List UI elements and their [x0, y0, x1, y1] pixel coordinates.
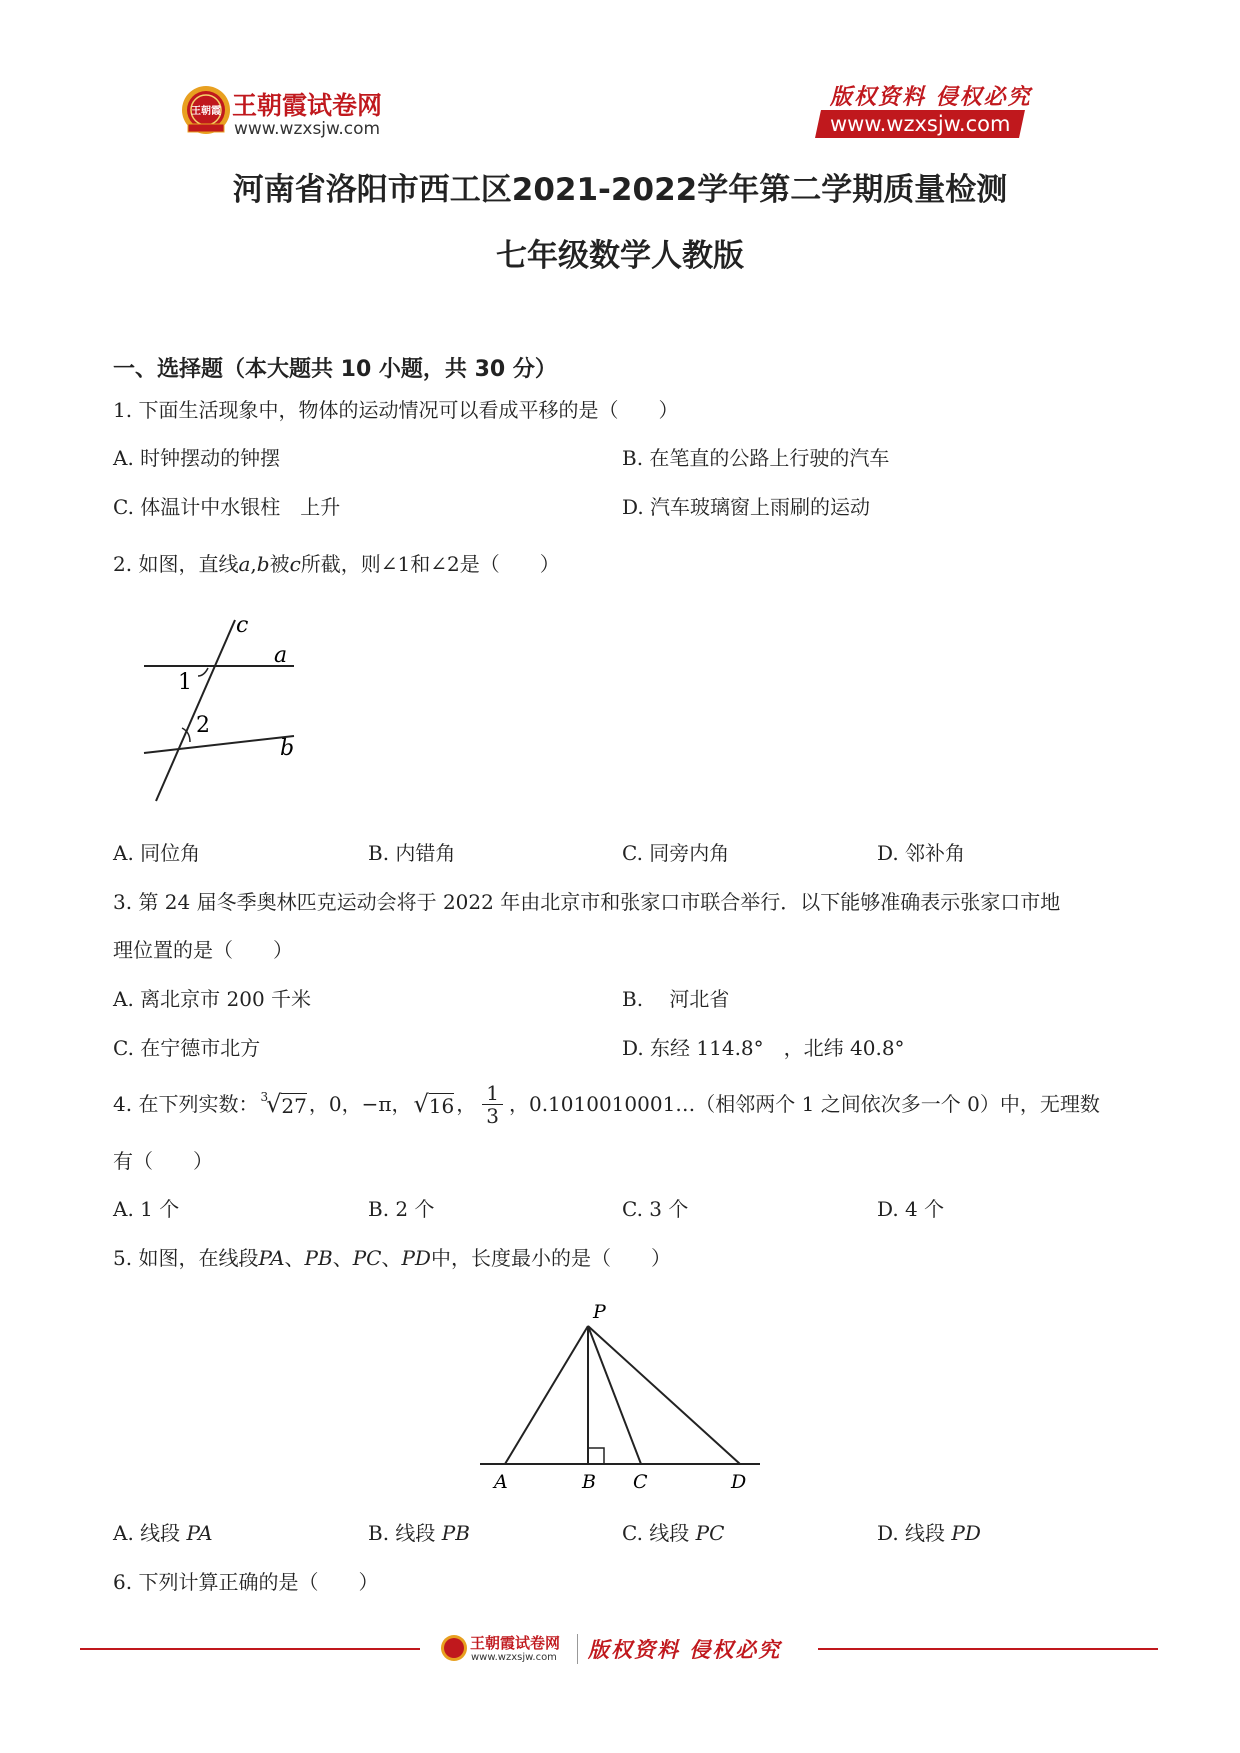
segment-pa [505, 1326, 588, 1464]
q5-option-c[interactable]: C. 线段 PC [622, 1521, 725, 1545]
cube-root: 3 √ 27 [260, 1089, 307, 1118]
segment-pd [588, 1326, 740, 1464]
page-title: 河南省洛阳市西工区2021-2022学年第二学期质量检测 [232, 172, 1008, 208]
q4-stem: 4. 在下列实数： 3 √ 27 ，0，−π， √ 16 ， 1 3 ，0.1010010001…（相邻两个 1 之间依次多一个 0）中，无理数 [113, 1080, 1100, 1128]
q1-stem: 1. 下面生活现象中，物体的运动情况可以看成平移的是（ ） [113, 398, 679, 422]
line-c [156, 620, 235, 801]
q3-stem-line1: 3. 第 24 届冬季奥林匹克运动会将于 2022 年由北京市和张家口市联合举行．以下能够准确表示张家口市地 [113, 890, 1061, 914]
label-a: a [274, 643, 288, 668]
page-subtitle: 七年级数学人教版 [496, 238, 744, 274]
q3-option-a[interactable]: A. 离北京市 200 千米 [113, 987, 312, 1011]
label-b: B [582, 1471, 596, 1493]
q1-option-d[interactable]: D. 汽车玻璃窗上雨刷的运动 [622, 495, 871, 519]
q5-stem: 5. 如图，在线段PA、PB、PC、PD中，长度最小的是（ ） [113, 1246, 671, 1270]
q4-stem-line2: 有（ ） [113, 1149, 213, 1173]
footer-rule-right [818, 1648, 1158, 1650]
q3-option-b[interactable]: B. 河北省 [622, 987, 730, 1011]
q5-option-d[interactable]: D. 线段 PD [877, 1521, 981, 1545]
label-c: C [633, 1471, 648, 1493]
right-angle-mark [588, 1448, 604, 1464]
label-a: A [494, 1471, 508, 1493]
q5-option-a[interactable]: A. 线段 PA [113, 1521, 213, 1545]
q4-option-d[interactable]: D. 4 个 [877, 1197, 945, 1221]
footer-divider [577, 1634, 578, 1664]
q2-option-b[interactable]: B. 内错角 [368, 841, 456, 865]
q3-option-d[interactable]: D. 东经 114.8° ，北纬 40.8° [622, 1036, 905, 1060]
q2-stem: 2. 如图，直线a,b被c所截，则∠1和∠2是（ ） [113, 552, 560, 576]
angle-1-arc [198, 668, 208, 676]
label-d: D [731, 1471, 747, 1493]
q1-option-c[interactable]: C. 体温计中水银柱 上升 [113, 495, 341, 519]
header-brand-url[interactable]: www.wzxsjw.com [234, 119, 381, 139]
square-root: √ 16 [413, 1089, 455, 1118]
label-p: P [593, 1301, 606, 1323]
footer-brand-name: 王朝霞试卷网 [470, 1634, 561, 1652]
q6-stem: 6. 下列计算正确的是（ ） [113, 1570, 379, 1594]
q1-option-b[interactable]: B. 在笔直的公路上行驶的汽车 [622, 446, 890, 470]
footer-rule-left [80, 1648, 420, 1650]
header-brand-name: 王朝霞试卷网 [232, 91, 383, 120]
q4-option-a[interactable]: A. 1 个 [113, 1197, 180, 1221]
q1-option-a[interactable]: A. 时钟摆动的钟摆 [113, 446, 281, 470]
q4-option-c[interactable]: C. 3 个 [622, 1197, 689, 1221]
label-b: b [280, 736, 295, 761]
fraction: 1 3 [482, 1082, 503, 1127]
label-1: 1 [178, 670, 192, 695]
q2-option-a[interactable]: A. 同位角 [113, 841, 201, 865]
q3-option-c[interactable]: C. 在宁德市北方 [113, 1036, 261, 1060]
segment-pc [588, 1326, 641, 1464]
header-url-box[interactable]: www.wzxsjw.com [815, 110, 1025, 138]
q2-figure [130, 610, 320, 810]
label-2: 2 [196, 713, 210, 738]
q3-stem-line2: 理位置的是（ ） [113, 938, 293, 962]
q5-option-b[interactable]: B. 线段 PB [368, 1521, 470, 1545]
q2-option-c[interactable]: C. 同旁内角 [622, 841, 730, 865]
logo-emblem-icon [180, 84, 232, 136]
q5-figure [470, 1290, 770, 1495]
header-copyright: 版权资料 侵权必究 [830, 84, 1032, 110]
section-heading: 一、选择题（本大题共 10 小题，共 30 分） [113, 357, 557, 382]
footer-brand-url[interactable]: www.wzxsjw.com [471, 1652, 557, 1663]
q2-option-d[interactable]: D. 邻补角 [877, 841, 966, 865]
header-logo [180, 84, 232, 136]
q4-option-b[interactable]: B. 2 个 [368, 1197, 435, 1221]
logo-text: 王朝霞 [191, 106, 221, 117]
label-c: c [236, 613, 249, 638]
line-b [144, 736, 294, 753]
footer-copyright: 版权资料 侵权必究 [588, 1637, 782, 1662]
footer-logo-icon [440, 1634, 468, 1662]
